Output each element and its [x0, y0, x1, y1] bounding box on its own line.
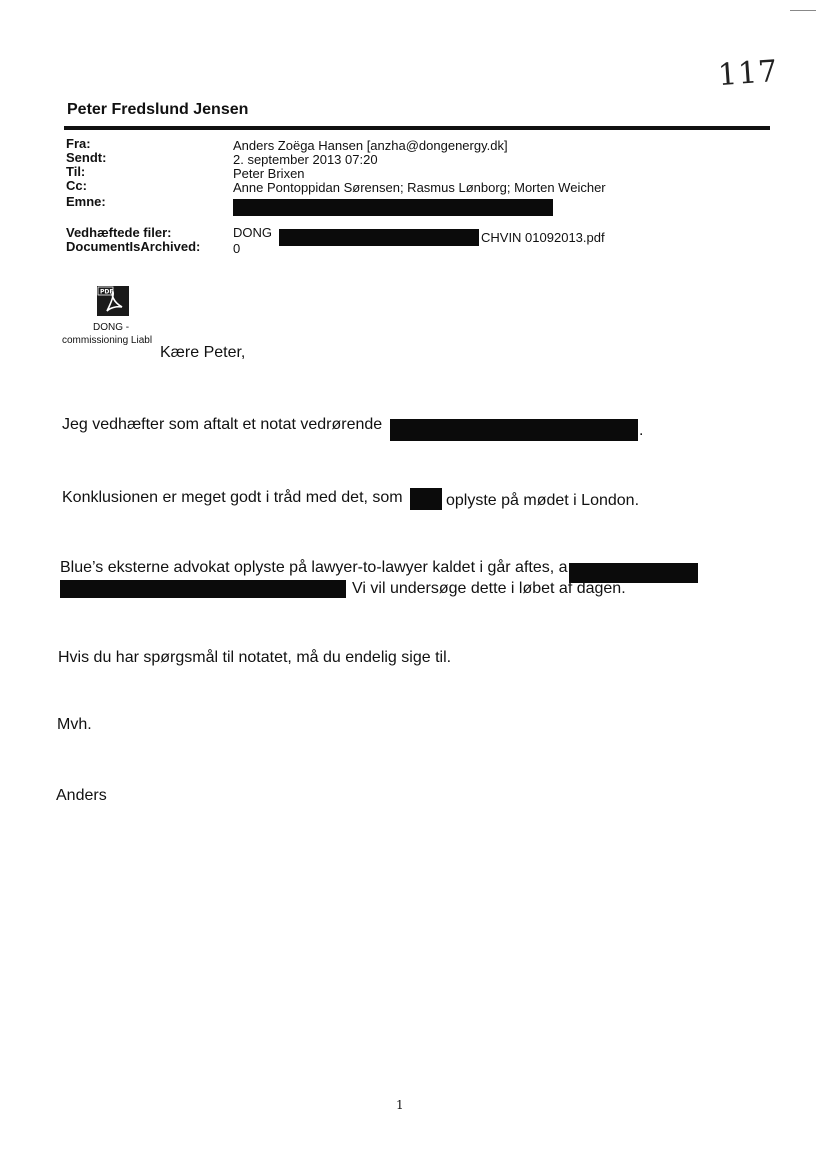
pdf-icon[interactable]: [96, 285, 130, 317]
cc-value: Anne Pontoppidan Sørensen; Rasmus Lønborg; Morten Weicher: [233, 180, 606, 195]
attachment-caption-line2: commissioning Liabl: [62, 335, 153, 346]
paragraph-3-redaction-b: [60, 580, 346, 598]
subject-label: Emne:: [66, 194, 106, 209]
paragraph-2-start: Konklusionen er meget godt i tråd med det, som: [62, 489, 403, 506]
subject-redaction: [233, 199, 553, 216]
page-title: Peter Fredslund Jensen: [67, 101, 249, 118]
greeting: Kære Peter,: [160, 344, 246, 361]
page-number: 1: [396, 1098, 404, 1112]
closing: Mvh.: [57, 716, 92, 733]
to-label: Til:: [66, 164, 86, 179]
cc-label: Cc:: [66, 178, 87, 193]
attachment-prefix: DONG: [233, 225, 272, 240]
paragraph-1-redaction: [390, 419, 638, 441]
attachment-suffix: CHVIN 01092013.pdf: [481, 230, 605, 245]
to-value: Peter Brixen: [233, 166, 305, 181]
attachments-label: Vedhæftede filer:: [66, 225, 172, 240]
from-label: Fra:: [66, 136, 91, 151]
svg-text:PDF: PDF: [100, 288, 114, 296]
attachment-caption-line1: DONG -: [93, 322, 130, 333]
attachment-redaction: [279, 229, 479, 246]
archived-label: DocumentIsArchived:: [66, 239, 201, 254]
sent-value: 2. september 2013 07:20: [233, 152, 378, 167]
paragraph-2-end: oplyste på mødet i London.: [446, 492, 640, 509]
paragraph-3-line1: Blue’s eksterne advokat oplyste på lawyer-to-lawyer kaldet i går aftes, a: [60, 559, 568, 576]
archived-value: 0: [233, 241, 241, 256]
sent-label: Sendt:: [66, 150, 107, 165]
paragraph-1-end: .: [639, 422, 644, 439]
signature: Anders: [56, 787, 107, 804]
header-divider: [64, 126, 770, 130]
paragraph-1: Jeg vedhæfter som aftalt et notat vedrørende: [62, 416, 383, 433]
from-value: Anders Zoëga Hansen [anzha@dongenergy.dk]: [233, 138, 508, 153]
handwritten-page-number: 117: [716, 53, 780, 94]
paragraph-4: Hvis du har spørgsmål til notatet, må du endelig sige til.: [58, 649, 452, 666]
scan-mark: [790, 10, 816, 11]
paragraph-2-redaction: [410, 488, 442, 510]
paragraph-3-line2: Vi vil undersøge dette i løbet af dagen.: [352, 580, 626, 597]
